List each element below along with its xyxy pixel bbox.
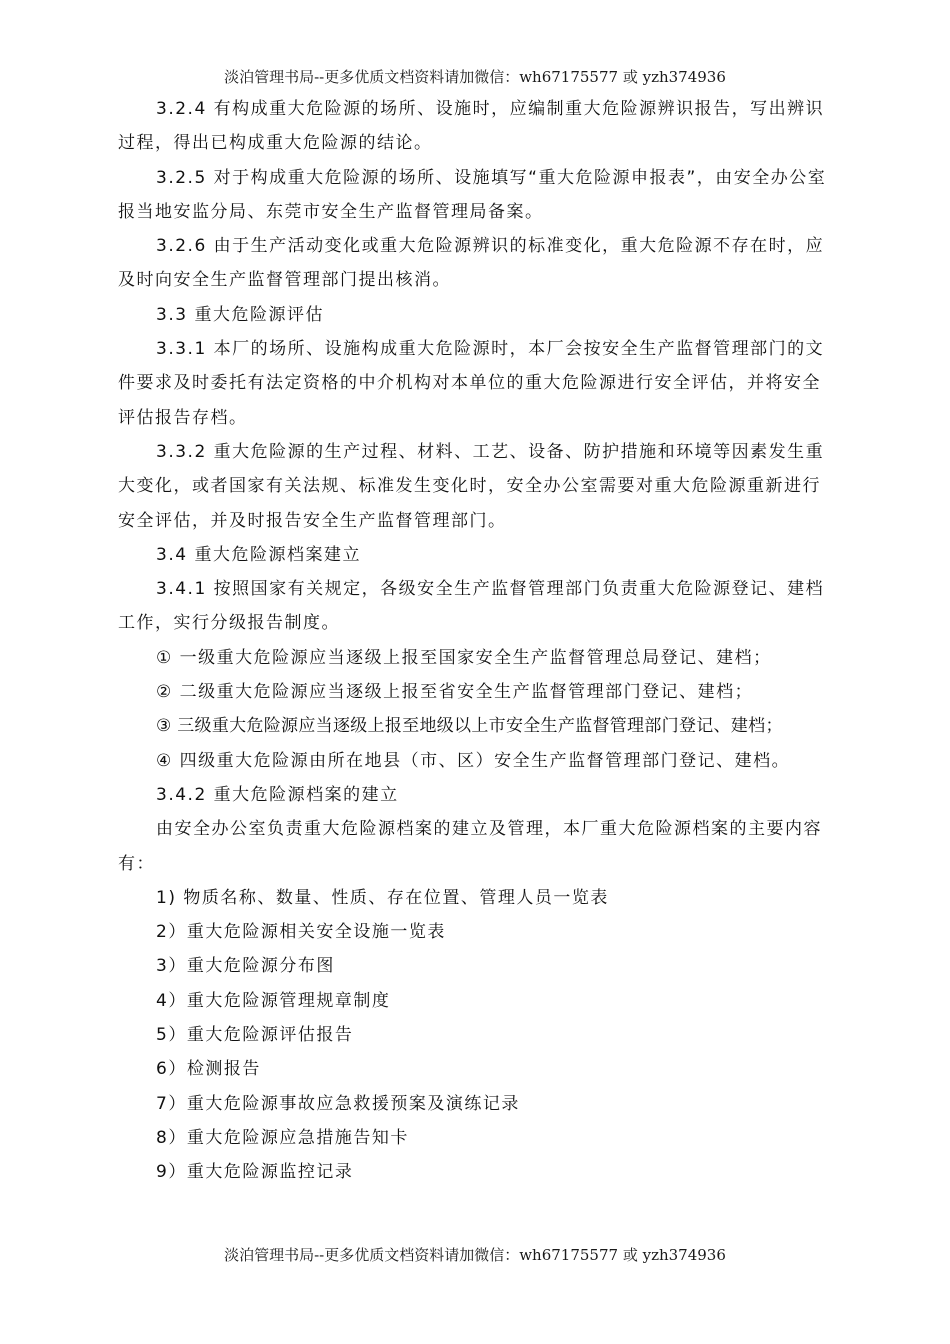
section-heading-3-4: 3.4 重大危险源档案建立 <box>156 544 361 565</box>
level-list-item-4: ④ 四级重大危险源由所在地县（市、区）安全生产监督管理部门登记、建档。 <box>156 750 791 771</box>
page-footer-watermark: 淡泊管理书局--更多优质文档资料请加微信：wh67175577 或 yzh374936 <box>224 1246 726 1264</box>
archive-list-item-8: 8）重大危险源应急措施告知卡 <box>156 1127 409 1148</box>
level-list-item-1: ① 一级重大危险源应当逐级上报至国家安全生产监督管理总局登记、建档； <box>156 647 772 668</box>
page-header-watermark: 淡泊管理书局--更多优质文档资料请加微信：wh67175577 或 yzh374936 <box>224 68 726 86</box>
paragraph-3-2-6: 3.2.6 由于生产活动变化或重大危险源辨识的标准变化，重大危险源不存在时，应及时向安全生产监督管理部门提出核消。 <box>118 236 825 291</box>
archive-list-item-5: 5）重大危险源评估报告 <box>156 1025 354 1046</box>
section-heading-3-4-2: 3.4.2 重大危险源档案的建立 <box>156 784 399 805</box>
paragraph-3-3-1: 3.3.1 本厂的场所、设施构成重大危险源时，本厂会按安全生产监督管理部门的文件要求及时委托有法定资格的中介机构对本单位的重大危险源进行安全评估，并将安全评估报告存档。 <box>118 339 825 428</box>
archive-list-item-9: 9）重大危险源监控记录 <box>156 1162 354 1183</box>
level-list-item-2: ② 二级重大危险源应当逐级上报至省安全生产监督管理部门登记、建档； <box>156 682 754 703</box>
level-list-item-3: ③ 三级重大危险源应当逐级上报至地级以上市安全生产监督管理部门登记、建档； <box>156 716 783 737</box>
paragraph-3-2-4: 3.2.4 有构成重大危险源的场所、设施时，应编制重大危险源辨识报告，写出辨识过程，得出已构成重大危险源的结论。 <box>118 99 825 154</box>
document-body <box>118 92 838 1190</box>
section-heading-3-3: 3.3 重大危险源评估 <box>156 304 324 325</box>
archive-list-item-4: 4）重大危险源管理规章制度 <box>156 990 391 1011</box>
archive-list-item-3: 3）重大危险源分布图 <box>156 956 335 977</box>
paragraph-3-2-5: 3.2.5 对于构成重大危险源的场所、设施填写“重大危险源申报表”，由安全办公室报当地安监分局、东莞市安全生产监督管理局备案。 <box>118 167 827 222</box>
archive-list-item-1: 1) 物质名称、数量、性质、存在位置、管理人员一览表 <box>156 887 609 908</box>
paragraph-3-3-2: 3.3.2 重大危险源的生产过程、材料、工艺、设备、防护措施和环境等因素发生重大变化，或者国家有关法规、标准发生变化时，安全办公室需要对重大危险源重新进行安全评估，并及时报告安全生产监督管理部门。 <box>118 441 825 531</box>
archive-list-item-7: 7）重大危险源事故应急救援预案及演练记录 <box>156 1093 520 1114</box>
archive-list-item-2: 2）重大危险源相关安全设施一览表 <box>156 922 446 943</box>
paragraph-3-4-1: 3.4.1 按照国家有关规定，各级安全生产监督管理部门负责重大危险源登记、建档工作，实行分级报告制度。 <box>118 579 825 634</box>
paragraph-archive-intro: 由安全办公室负责重大危险源档案的建立及管理，本厂重大危险源档案的主要内容有： <box>118 819 822 874</box>
archive-list-item-6: 6）检测报告 <box>156 1059 261 1080</box>
